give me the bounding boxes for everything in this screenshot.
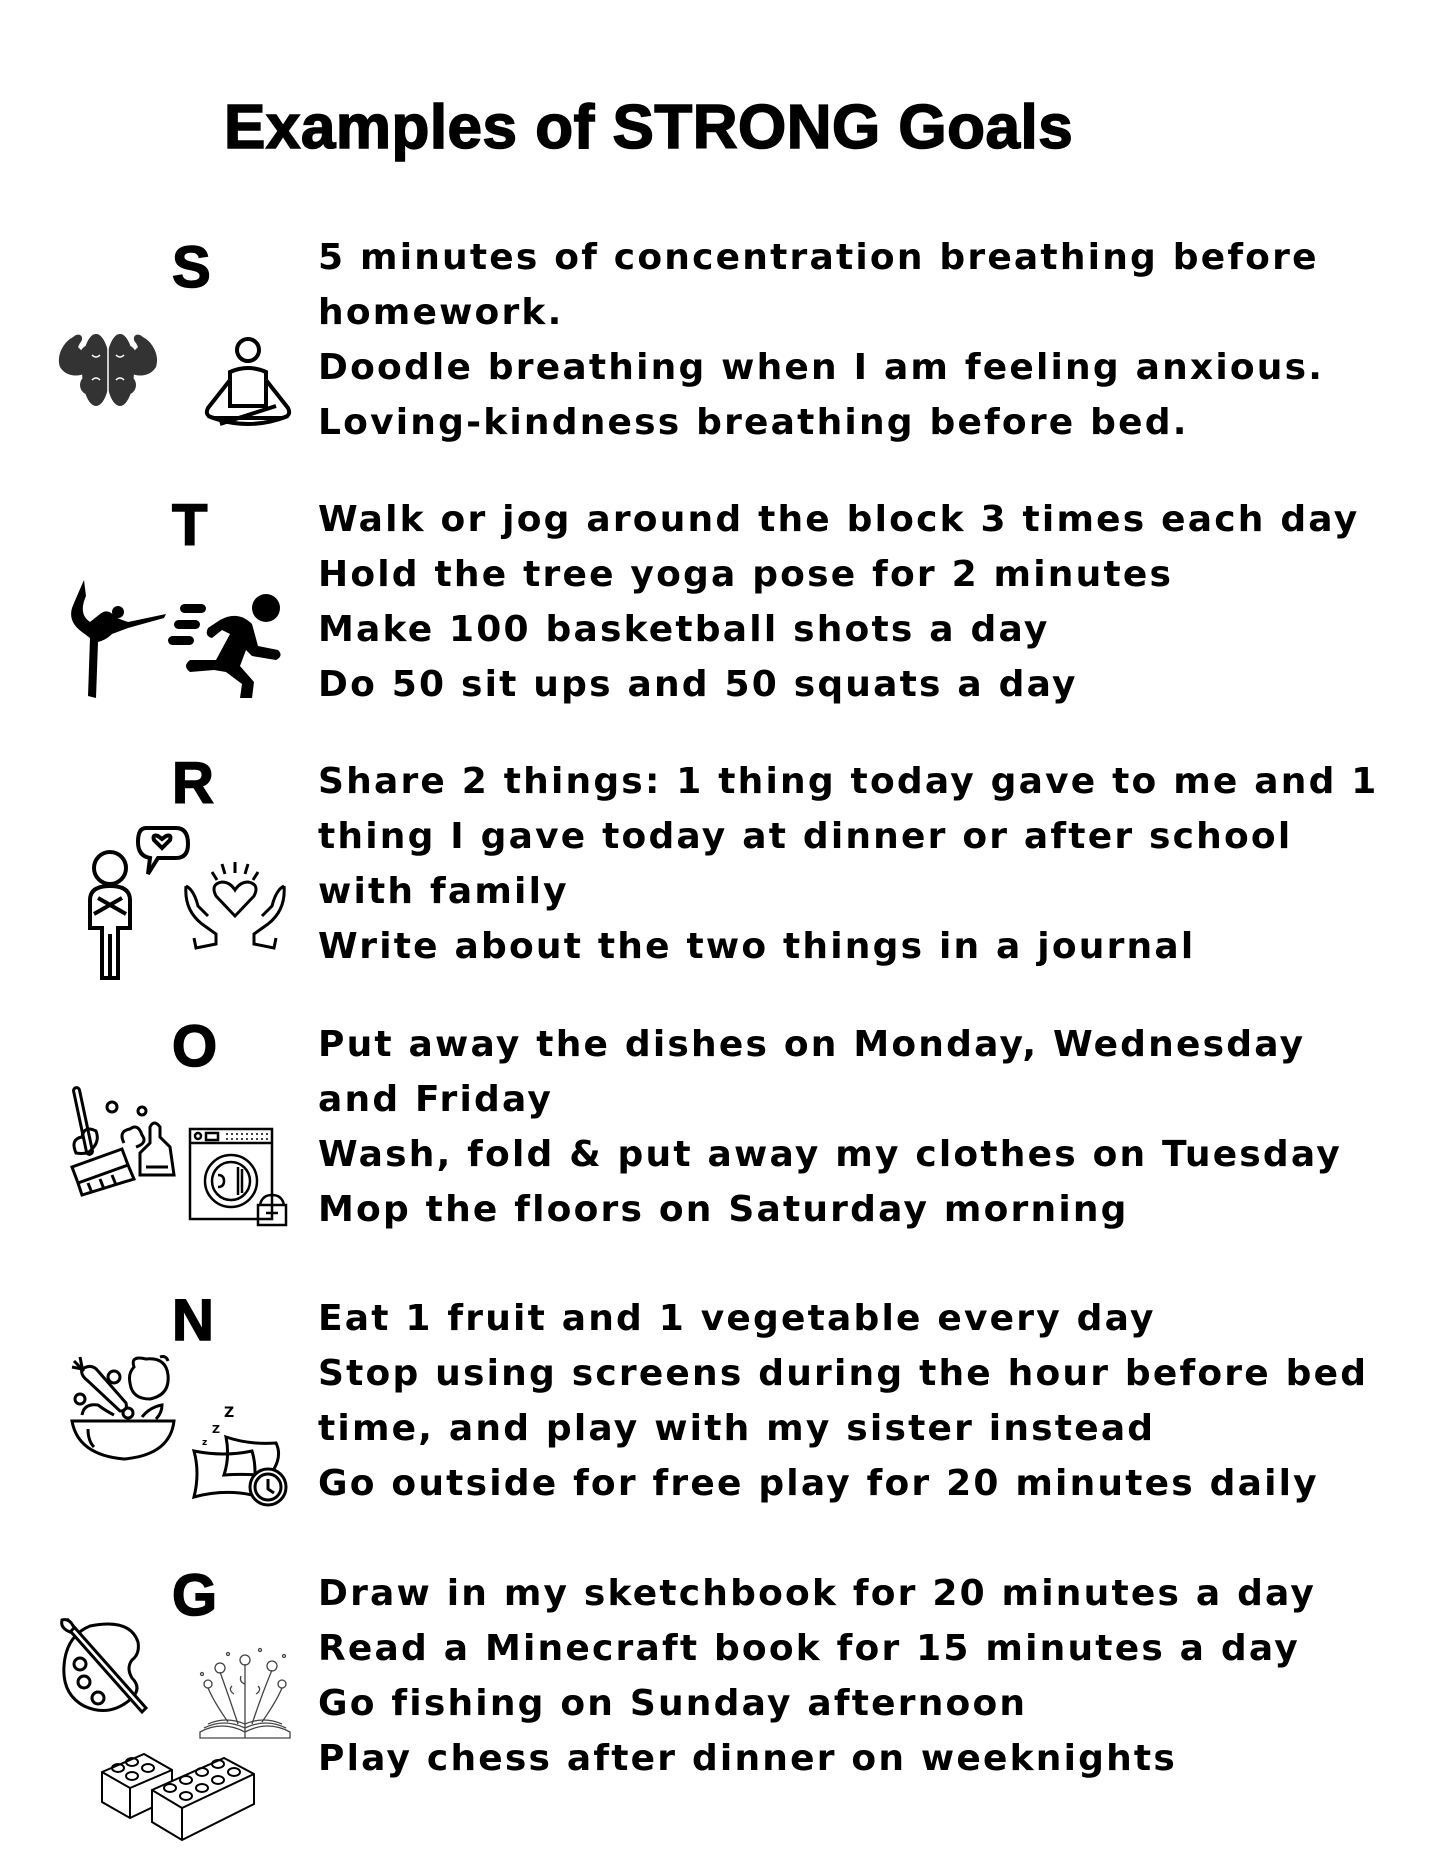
svg-text:z: z xyxy=(202,1438,208,1448)
goal-list xyxy=(318,492,1418,712)
svg-text:Z: Z xyxy=(212,1423,220,1436)
broom-dustpan-icon xyxy=(68,1083,184,1199)
sleep-pillow-clock-icon xyxy=(190,1401,294,1507)
flower-book-icon xyxy=(198,1644,292,1740)
goal-list xyxy=(318,1566,1418,1786)
hands-heart-icon xyxy=(182,860,288,950)
self-love-person-icon xyxy=(76,824,192,982)
section-letter: G xyxy=(172,1563,218,1628)
goal-line: Stop using screens during the hour before bed xyxy=(318,1353,1369,1394)
meditation-icon xyxy=(200,336,296,432)
toy-bricks-icon xyxy=(100,1746,260,1842)
goal-line: and Friday xyxy=(318,1079,554,1120)
goal-line: Wash, fold & put away my clothes on Tuesday xyxy=(318,1134,1342,1175)
washing-machine-icon xyxy=(188,1125,290,1227)
section-letter: O xyxy=(172,1014,218,1079)
goal-line: homework. xyxy=(318,292,564,333)
yoga-pose-icon xyxy=(68,578,172,702)
section-letter: T xyxy=(172,493,208,558)
strong-brain-icon xyxy=(56,325,160,415)
running-person-icon xyxy=(166,590,288,700)
goal-list xyxy=(318,1017,1418,1237)
goal-line: Read a Minecraft book for 15 minutes a day xyxy=(318,1628,1300,1669)
goal-line: thing I gave today at dinner or after school xyxy=(318,816,1293,857)
goal-line: Draw in my sketchbook for 20 minutes a day xyxy=(318,1573,1317,1614)
goal-list xyxy=(318,1291,1418,1511)
goal-line: Make 100 basketball shots a day xyxy=(318,609,1050,650)
section-letter: S xyxy=(172,235,211,300)
goal-line: Go outside for free play for 20 minutes daily xyxy=(318,1463,1319,1504)
food-bowl-icon xyxy=(70,1355,182,1467)
goal-line: Hold the tree yoga pose for 2 minutes xyxy=(318,554,1174,595)
section-letter: N xyxy=(172,1288,214,1353)
goal-line: time, and play with my sister instead xyxy=(318,1408,1156,1449)
goal-line: with family xyxy=(318,871,569,912)
goal-line: Play chess after dinner on weeknights xyxy=(318,1738,1177,1779)
goal-line: Mop the floors on Saturday morning xyxy=(318,1189,1129,1230)
goal-line: Doodle breathing when I am feeling anxious. xyxy=(318,347,1325,388)
goal-line: Put away the dishes on Monday, Wednesday xyxy=(318,1024,1306,1065)
section-letter: R xyxy=(172,751,214,816)
goal-line: Eat 1 fruit and 1 vegetable every day xyxy=(318,1298,1156,1339)
goal-line: Loving-kindness breathing before bed. xyxy=(318,402,1189,443)
goal-line: 5 minutes of concentration breathing before xyxy=(318,237,1319,278)
goal-line: Share 2 things: 1 thing today gave to me and 1 xyxy=(318,761,1379,802)
goal-list xyxy=(318,230,1418,450)
goal-list xyxy=(318,754,1418,974)
page-title: Examples of STRONG Goals xyxy=(224,93,1074,162)
goal-line: Go fishing on Sunday afternoon xyxy=(318,1683,1028,1724)
goal-line: Write about the two things in a journal xyxy=(318,926,1196,967)
svg-text:Z: Z xyxy=(224,1405,235,1421)
goal-line: Walk or jog around the block 3 times each day xyxy=(318,499,1360,540)
goal-line: Do 50 sit ups and 50 squats a day xyxy=(318,664,1078,705)
paint-palette-icon xyxy=(60,1618,156,1718)
